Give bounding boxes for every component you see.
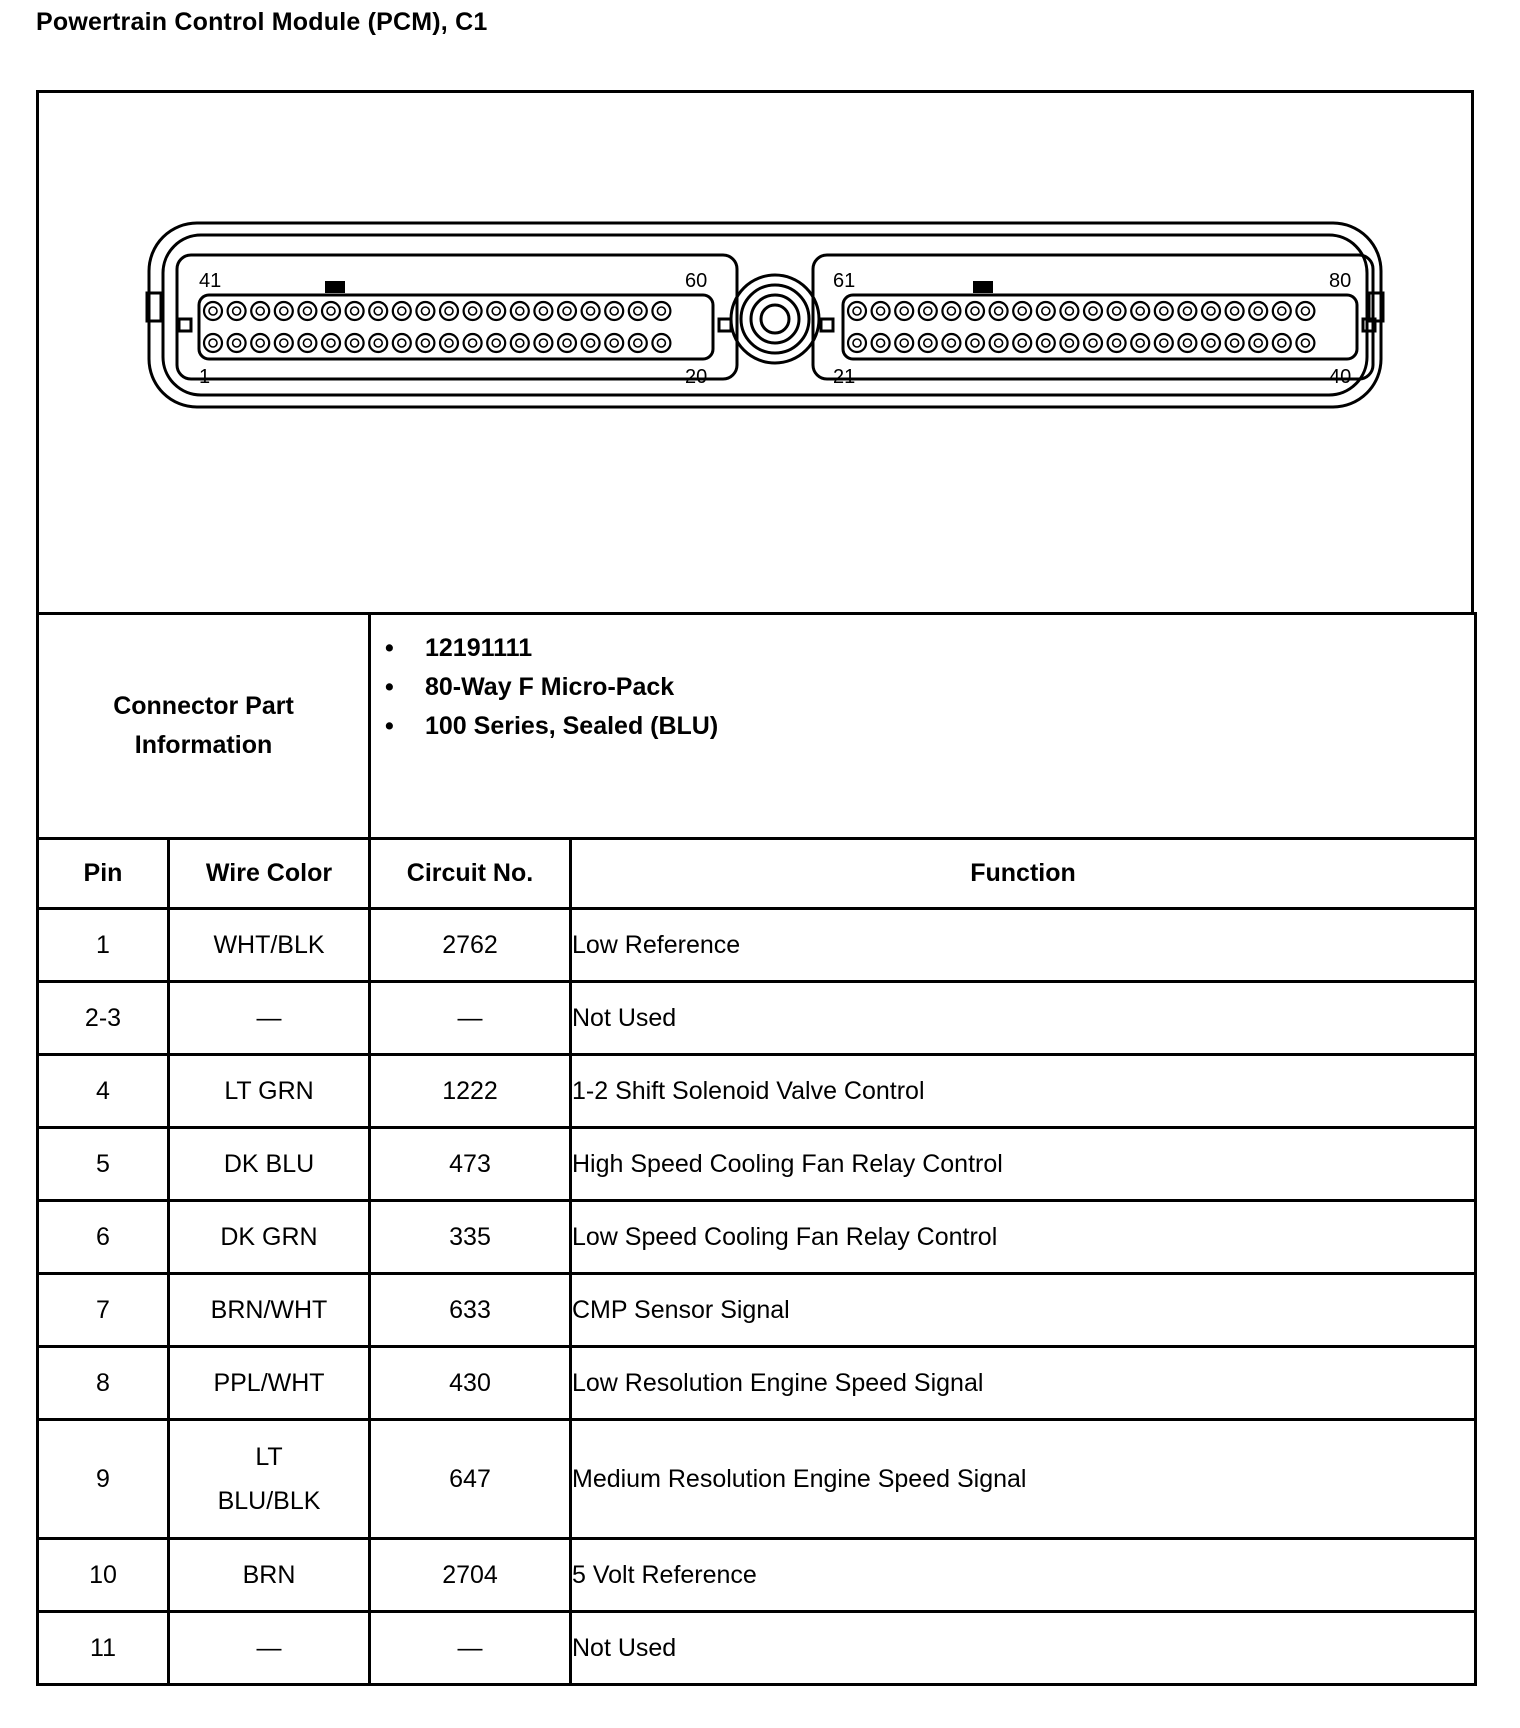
pin-cavity-center <box>1018 339 1026 347</box>
cell-circuit: 1222 <box>370 1055 571 1128</box>
pin-cavity-center <box>1301 339 1309 347</box>
pin-cavity-center <box>1065 307 1073 315</box>
pin-cavity-center <box>469 339 477 347</box>
cell-circuit: 2762 <box>370 909 571 982</box>
cell-wire-color: PPL/WHT <box>169 1347 370 1420</box>
pin-cavity-center <box>877 307 885 315</box>
pin-cavity <box>1013 334 1031 352</box>
pin-cavity-center <box>256 339 264 347</box>
pin-cavity <box>605 302 623 320</box>
pin-cavity <box>275 302 293 320</box>
pin-cavity-center <box>351 339 359 347</box>
pin-cavity <box>1084 302 1102 320</box>
cell-circuit: 2704 <box>370 1539 571 1612</box>
pin-cavity <box>534 302 552 320</box>
pin-cavity-center <box>1207 339 1215 347</box>
pin-cavity-center <box>1042 307 1050 315</box>
pin-cavity-center <box>1301 307 1309 315</box>
pin-cavity-center <box>492 339 500 347</box>
pin-cavity <box>416 334 434 352</box>
pin-cavity-center <box>971 339 979 347</box>
pin-cavity-center <box>947 307 955 315</box>
pin-cavity-center <box>900 339 908 347</box>
pin-cavity <box>298 334 316 352</box>
cell-function: CMP Sensor Signal <box>571 1274 1476 1347</box>
pin-cavity <box>298 302 316 320</box>
cell-function: Low Reference <box>571 909 1476 982</box>
pin-label-60: 60 <box>685 270 708 292</box>
part-info-details <box>370 614 1476 839</box>
cell-circuit: — <box>370 1612 571 1685</box>
cell-pin: 9 <box>38 1420 169 1539</box>
pin-cavity-center <box>398 339 406 347</box>
pin-cavity-center <box>280 307 288 315</box>
pin-cavity <box>1060 302 1078 320</box>
pin-cavity-center <box>1278 339 1286 347</box>
pin-label-40: 40 <box>1329 366 1352 388</box>
pin-label-80: 80 <box>1329 270 1352 292</box>
pin-cavity <box>990 334 1008 352</box>
pin-cavity-center <box>657 307 665 315</box>
pin-cavity <box>1178 334 1196 352</box>
pin-cavity-center <box>421 339 429 347</box>
cell-function: Low Resolution Engine Speed Signal <box>571 1347 1476 1420</box>
pin-cavity <box>990 302 1008 320</box>
wire-color-line1: LT <box>255 1443 283 1471</box>
pin-cavity <box>895 334 913 352</box>
pin-cavity <box>1108 302 1126 320</box>
pin-cavity <box>275 334 293 352</box>
pin-cavity-center <box>634 307 642 315</box>
cell-wire-color: BRN/WHT <box>169 1274 370 1347</box>
cell-wire-color: DK BLU <box>169 1128 370 1201</box>
pin-cavity-center <box>539 307 547 315</box>
connector-face-drawing <box>39 93 1471 615</box>
table-row <box>38 1539 1476 1612</box>
table-row <box>38 1612 1476 1685</box>
pin-cavity-center <box>924 339 932 347</box>
pin-label-1: 1 <box>199 366 211 388</box>
pin-cavity-center <box>1042 339 1050 347</box>
pin-cavity <box>872 302 890 320</box>
pin-cavity <box>919 302 937 320</box>
pin-cavity <box>848 334 866 352</box>
pin-cavity-center <box>1136 307 1144 315</box>
pin-cavity <box>322 302 340 320</box>
cell-circuit: 473 <box>370 1128 571 1201</box>
pin-cavity <box>629 334 647 352</box>
pin-cavity <box>1037 302 1055 320</box>
cell-pin: 8 <box>38 1347 169 1420</box>
pin-cavity <box>228 334 246 352</box>
pin-cavity <box>251 302 269 320</box>
pin-cavity-center <box>1089 307 1097 315</box>
pin-cavity <box>942 302 960 320</box>
pin-cavity-center <box>327 307 335 315</box>
pin-cavity <box>1249 302 1267 320</box>
pin-cavity-center <box>233 307 241 315</box>
pin-cavity <box>872 334 890 352</box>
table-header-row <box>38 839 1476 909</box>
cell-function: Not Used <box>571 982 1476 1055</box>
cell-pin: 5 <box>38 1128 169 1201</box>
pin-cavity <box>1155 302 1173 320</box>
cell-pin: 10 <box>38 1539 169 1612</box>
pin-cavity <box>534 334 552 352</box>
table-row <box>38 1274 1476 1347</box>
header-wire-color: Wire Color <box>169 839 370 909</box>
table-row <box>38 909 1476 982</box>
pin-cavity-center <box>587 307 595 315</box>
pin-cavity-center <box>539 339 547 347</box>
pin-cavity-center <box>280 339 288 347</box>
part-info-item: • 100 Series, Sealed (BLU) <box>385 712 719 740</box>
pin-cavity-center <box>1136 339 1144 347</box>
pin-cavity <box>1249 334 1267 352</box>
header-pin: Pin <box>38 839 169 909</box>
pin-cavity <box>895 302 913 320</box>
pin-cavity-center <box>1065 339 1073 347</box>
pin-cavity <box>1060 334 1078 352</box>
pin-cavity <box>1226 302 1244 320</box>
connector-diagram-panel <box>36 90 1474 612</box>
table-row <box>38 1201 1476 1274</box>
header-circuit-no: Circuit No. <box>370 839 571 909</box>
part-info-item: • 12191111 <box>385 634 533 662</box>
pin-cavity <box>1202 334 1220 352</box>
pin-cavity <box>346 334 364 352</box>
pin-cavity-center <box>1018 307 1026 315</box>
pin-cavity-center <box>853 307 861 315</box>
pin-cavity-center <box>516 339 524 347</box>
pin-cavity-center <box>421 307 429 315</box>
cell-function: High Speed Cooling Fan Relay Control <box>571 1128 1476 1201</box>
pin-cavity <box>848 302 866 320</box>
pin-cavity-center <box>1113 339 1121 347</box>
pin-cavity-center <box>900 307 908 315</box>
pin-cavity <box>558 302 576 320</box>
pin-cavity-center <box>398 307 406 315</box>
pin-cavity <box>204 302 222 320</box>
cell-wire-color: — <box>169 1612 370 1685</box>
wire-color-line2: BLU/BLK <box>217 1487 321 1515</box>
left-key-notch <box>325 281 345 293</box>
cell-function: Medium Resolution Engine Speed Signal <box>571 1420 1476 1539</box>
cell-wire-color: — <box>169 982 370 1055</box>
pin-cavity <box>228 302 246 320</box>
pin-cavity <box>1013 302 1031 320</box>
pin-cavity <box>942 334 960 352</box>
pin-cavity <box>393 302 411 320</box>
pin-cavity-center <box>563 339 571 347</box>
pin-cavity-center <box>209 339 217 347</box>
pin-cavity-center <box>1113 307 1121 315</box>
pin-cavity <box>346 302 364 320</box>
pin-cavity-center <box>995 339 1003 347</box>
pin-cavity <box>204 334 222 352</box>
pin-cavity-center <box>1183 339 1191 347</box>
table-row <box>38 982 1476 1055</box>
pin-cavity-center <box>1089 339 1097 347</box>
cell-wire-color: BRN <box>169 1539 370 1612</box>
table-row <box>38 1128 1476 1201</box>
pin-cavity-center <box>256 307 264 315</box>
cell-pin: 7 <box>38 1274 169 1347</box>
part-info-item: • 80-Way F Micro-Pack <box>385 673 675 701</box>
pin-cavity-center <box>1183 307 1191 315</box>
pin-cavity-center <box>1207 307 1215 315</box>
right-pin-cavities <box>848 302 1314 352</box>
pin-cavity-center <box>971 307 979 315</box>
pin-cavity <box>440 302 458 320</box>
pin-cavity <box>1108 334 1126 352</box>
pin-cavity <box>1273 302 1291 320</box>
pin-cavity <box>1296 334 1314 352</box>
pin-cavity <box>582 334 600 352</box>
cell-function: Not Used <box>571 1612 1476 1685</box>
pinout-table <box>36 612 1477 1686</box>
pin-label-41: 41 <box>199 270 222 292</box>
pin-cavity <box>1037 334 1055 352</box>
right-key-notch <box>973 281 993 293</box>
pin-cavity-center <box>1278 307 1286 315</box>
pin-cavity-center <box>445 339 453 347</box>
pin-cavity-center <box>995 307 1003 315</box>
pin-cavity-center <box>853 339 861 347</box>
pin-cavity-center <box>610 307 618 315</box>
cell-wire-color: WHT/BLK <box>169 909 370 982</box>
pin-label-61: 61 <box>833 270 856 292</box>
pin-cavity-center <box>516 307 524 315</box>
pin-cavity-center <box>374 307 382 315</box>
pin-cavity <box>464 302 482 320</box>
pin-cavity <box>919 334 937 352</box>
pin-cavity-center <box>587 339 595 347</box>
pin-cavity <box>1178 302 1196 320</box>
pin-label-20: 20 <box>685 366 708 388</box>
cell-pin: 1 <box>38 909 169 982</box>
pin-cavity <box>1202 302 1220 320</box>
cell-pin: 4 <box>38 1055 169 1128</box>
pin-cavity <box>416 302 434 320</box>
cell-wire-color: LT GRN <box>169 1055 370 1128</box>
pin-cavity <box>629 302 647 320</box>
pin-cavity-center <box>209 307 217 315</box>
cell-pin: 11 <box>38 1612 169 1685</box>
pin-cavity <box>582 302 600 320</box>
table-row <box>38 1420 1476 1539</box>
pin-cavity <box>605 334 623 352</box>
page-title: Powertrain Control Module (PCM), C1 <box>36 8 488 36</box>
pin-cavity <box>1273 334 1291 352</box>
pin-cavity <box>966 334 984 352</box>
pin-cavity-center <box>303 339 311 347</box>
cell-circuit: 633 <box>370 1274 571 1347</box>
pin-cavity-center <box>610 339 618 347</box>
pin-cavity-center <box>445 307 453 315</box>
pin-cavity <box>511 302 529 320</box>
pin-cavity-center <box>1231 339 1239 347</box>
pin-cavity <box>966 302 984 320</box>
pin-cavity-center <box>1231 307 1239 315</box>
pin-cavity <box>1131 334 1149 352</box>
pin-cavity <box>558 334 576 352</box>
part-info-row <box>38 614 1476 839</box>
pin-cavity-center <box>492 307 500 315</box>
pin-cavity <box>1084 334 1102 352</box>
part-info-label <box>38 614 370 839</box>
pin-cavity-center <box>563 307 571 315</box>
pin-cavity-center <box>1254 307 1262 315</box>
pin-cavity <box>1226 334 1244 352</box>
pin-cavity-center <box>469 307 477 315</box>
pin-cavity <box>1131 302 1149 320</box>
table-row <box>38 1347 1476 1420</box>
pin-cavity <box>440 334 458 352</box>
cell-pin: 6 <box>38 1201 169 1274</box>
cell-circuit: 430 <box>370 1347 571 1420</box>
pin-cavity-center <box>657 339 665 347</box>
cell-function: 5 Volt Reference <box>571 1539 1476 1612</box>
pin-cavity <box>251 334 269 352</box>
pin-cavity-center <box>877 339 885 347</box>
table-row <box>38 1055 1476 1128</box>
pin-cavity <box>322 334 340 352</box>
pin-cavity-center <box>634 339 642 347</box>
header-function: Function <box>571 839 1476 909</box>
pin-cavity-center <box>374 339 382 347</box>
pin-cavity <box>369 334 387 352</box>
part-info-label-line2: Information <box>134 731 273 759</box>
pin-cavity-center <box>233 339 241 347</box>
cell-function: 1-2 Shift Solenoid Valve Control <box>571 1055 1476 1128</box>
pin-cavity-center <box>1254 339 1262 347</box>
pin-cavity <box>652 302 670 320</box>
pin-cavity-center <box>1160 339 1168 347</box>
cell-wire-color: DK GRN <box>169 1201 370 1274</box>
pin-cavity-center <box>351 307 359 315</box>
pin-cavity <box>464 334 482 352</box>
cell-circuit: 335 <box>370 1201 571 1274</box>
pin-cavity <box>487 334 505 352</box>
pin-cavity-center <box>924 307 932 315</box>
cell-pin: 2-3 <box>38 982 169 1055</box>
part-info-label-line1: Connector Part <box>113 692 294 720</box>
cell-function: Low Speed Cooling Fan Relay Control <box>571 1201 1476 1274</box>
pin-cavity <box>369 302 387 320</box>
pin-label-21: 21 <box>833 366 856 388</box>
pin-cavity <box>652 334 670 352</box>
cell-circuit: — <box>370 982 571 1055</box>
pin-cavity <box>393 334 411 352</box>
pin-cavity-center <box>327 339 335 347</box>
pin-cavity <box>1155 334 1173 352</box>
left-pin-cavities <box>204 302 670 352</box>
pin-cavity-center <box>1160 307 1168 315</box>
cell-circuit: 647 <box>370 1420 571 1539</box>
pin-cavity <box>487 302 505 320</box>
pin-cavity <box>511 334 529 352</box>
cell-wire-color <box>169 1420 370 1539</box>
pin-cavity-center <box>947 339 955 347</box>
pin-cavity <box>1296 302 1314 320</box>
pin-cavity-center <box>303 307 311 315</box>
